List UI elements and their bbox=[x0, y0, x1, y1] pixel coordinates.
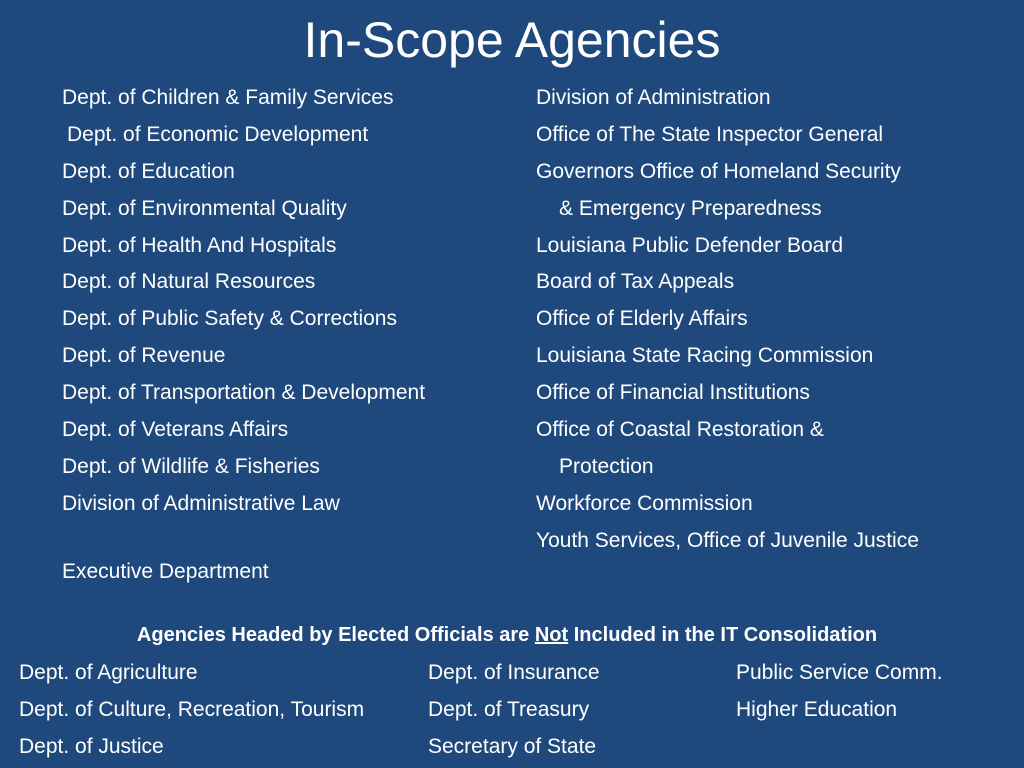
list-spacer bbox=[62, 523, 532, 554]
list-item: Office of Financial Institutions bbox=[536, 381, 810, 405]
list-item: Dept. of Insurance bbox=[428, 661, 600, 684]
list-item: Louisiana Public Defender Board bbox=[536, 233, 844, 257]
list-item: Office of The State Inspector General bbox=[536, 122, 884, 146]
list-item: Public Service Comm. bbox=[736, 661, 943, 684]
elected-list-col-3 bbox=[736, 655, 1016, 729]
list-item: Governors Office of Homeland Security bbox=[536, 159, 901, 183]
list-item: Dept. of Public Safety & Corrections bbox=[62, 307, 397, 331]
note-text-after: Included in the IT Consolidation bbox=[568, 624, 878, 646]
list-item: Dept. of Transportation & Development bbox=[62, 381, 426, 405]
elected-list-col-2 bbox=[428, 655, 728, 766]
list-item: Dept. of Education bbox=[62, 159, 235, 183]
list-item: Dept. of Wildlife & Fisheries bbox=[62, 454, 320, 478]
list-item: Youth Services, Office of Juvenile Justice bbox=[536, 528, 919, 552]
list-item: Dept. of Agriculture bbox=[19, 661, 198, 684]
list-item: Dept. of Treasury bbox=[428, 697, 590, 721]
list-item: Louisiana State Racing Commission bbox=[536, 344, 874, 368]
list-item: Office of Elderly Affairs bbox=[536, 307, 748, 331]
list-item: Dept. of Justice bbox=[19, 734, 164, 758]
list-item: Secretary of State bbox=[428, 734, 597, 758]
note-text-underlined: Not bbox=[534, 624, 569, 646]
slide-title: In-Scope Agencies bbox=[303, 12, 721, 68]
list-item: Dept. of Children & Family Services bbox=[62, 86, 394, 109]
list-item: Dept. of Revenue bbox=[62, 344, 226, 368]
list-item: Protection bbox=[559, 454, 654, 478]
in-scope-list-left bbox=[62, 80, 532, 591]
list-item: Dept. of Health And Hospitals bbox=[62, 233, 337, 257]
elected-list-col-1 bbox=[19, 655, 419, 766]
elected-officials-note bbox=[0, 620, 1014, 650]
list-item: Dept. of Natural Resources bbox=[62, 270, 316, 294]
list-item: Dept. of Veterans Affairs bbox=[62, 418, 289, 442]
note-text-before: Agencies Headed by Elected Officials are bbox=[136, 624, 535, 646]
list-item: Workforce Commission bbox=[536, 491, 753, 515]
list-item: Dept. of Environmental Quality bbox=[62, 196, 347, 220]
list-item: Board of Tax Appeals bbox=[536, 270, 735, 294]
list-item: Office of Coastal Restoration & bbox=[536, 418, 824, 442]
list-item: Dept. of Economic Development bbox=[67, 122, 369, 146]
list-item: & Emergency Preparedness bbox=[559, 196, 822, 220]
list-item: Division of Administrative Law bbox=[62, 491, 340, 515]
list-item: Dept. of Culture, Recreation, Tourism bbox=[19, 697, 365, 721]
list-item: Executive Department bbox=[62, 559, 269, 583]
in-scope-list-right bbox=[536, 80, 1006, 560]
list-item: Higher Education bbox=[736, 697, 898, 721]
list-item: Division of Administration bbox=[536, 86, 771, 109]
